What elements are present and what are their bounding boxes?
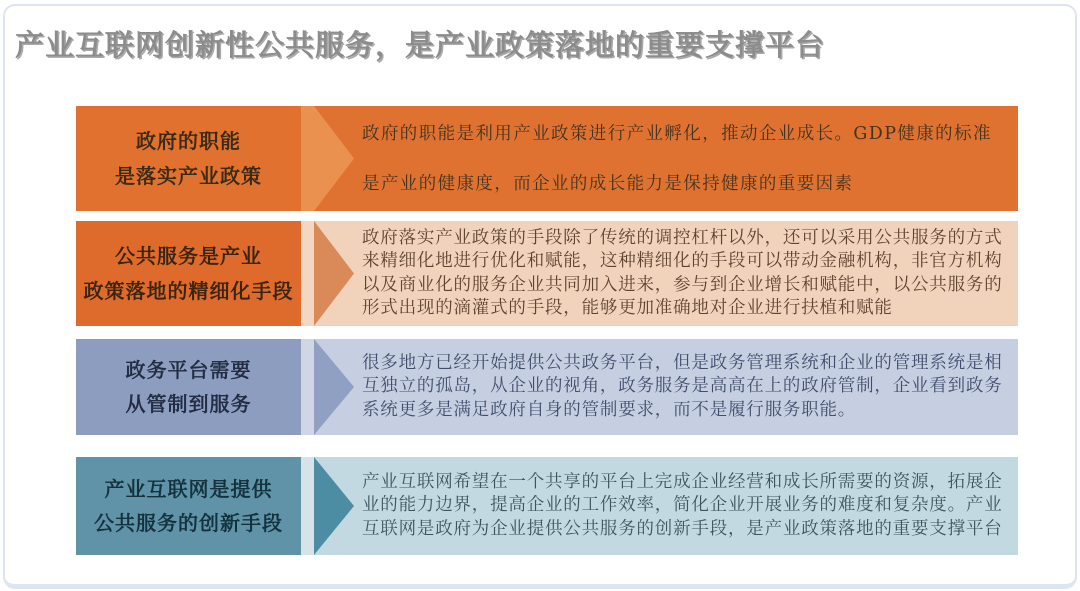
rows-container [5,106,1075,555]
arrow-strip [301,457,314,555]
slide-card [3,4,1077,589]
row-description-panel [314,221,1018,326]
chevron-right-icon [314,457,354,555]
chevron-right-icon [314,106,354,211]
row-description: 政府落实产业政策的手段除了传统的调控杠杆以外，还可以采用公共服务的方式来精细化地进行优化和赋能，这种精细化的手段可以带动金融机构，非官方机构以及商业化的服务企业共同加入进来，参与到企业增长和赋能中，以公共服务的形式出现的滴灌式的手段，能够更加准确地对企业进行扶植和赋能 [362,227,1003,318]
arrow-strip [301,106,314,211]
info-row-industrial-internet [76,457,1018,555]
row-label-line: 从管制到服务 [125,392,252,416]
row-label-line: 政务平台需要 [125,357,252,382]
row-label-box [76,221,301,326]
row-label-box [76,106,301,211]
row-description-panel [314,106,1018,211]
row-description-panel [314,457,1018,555]
row-label-line: 政府的职能 [136,129,241,154]
info-row-public-service [76,221,1018,326]
row-description: 很多地方已经开始提供公共政务平台，但是政务管理系统和企业的管理系统是相互独立的孤岛，从企业的视角，政务服务是高高在上的政府管制，企业看到政务系统更多是满足政府自身的管制要求，而不是履行服务职能。 [362,352,1003,420]
info-row-gov-platform [76,339,1018,435]
row-label-line: 公共服务的创新手段 [94,511,283,535]
chevron-right-icon [314,221,354,326]
arrow-strip [301,339,314,435]
row-label-box [76,457,301,555]
row-description: 产业互联网希望在一个共享的平台上完成企业经营和成长所需要的资源，拓展企业的能力边界，提高企业的工作效率，简化企业开展业务的难度和复杂度。产业互联网是政府为企业提供公共服务的创新手段，是产业政策落地的重要支撑平台 [362,471,1003,539]
row-label-line: 产业互联网是提供 [104,476,273,501]
row-description: 政府的职能是利用产业政策进行产业孵化，推动企业成长。GDP健康的标准是产业的健康度，而企业的成长能力是保持健康的重要因素 [362,123,992,194]
row-label-box [76,339,301,435]
chevron-right-icon [314,339,354,435]
page-title: 产业互联网创新性公共服务，是产业政策落地的重要支撑平台 [15,30,826,62]
row-label-line: 是落实产业政策 [115,163,262,188]
row-label-line: 公共服务是产业 [115,244,262,269]
info-row-government-role [76,106,1018,211]
row-description-panel [314,339,1018,435]
arrow-strip [301,221,314,326]
row-label-line: 政策落地的精细化手段 [83,278,294,303]
